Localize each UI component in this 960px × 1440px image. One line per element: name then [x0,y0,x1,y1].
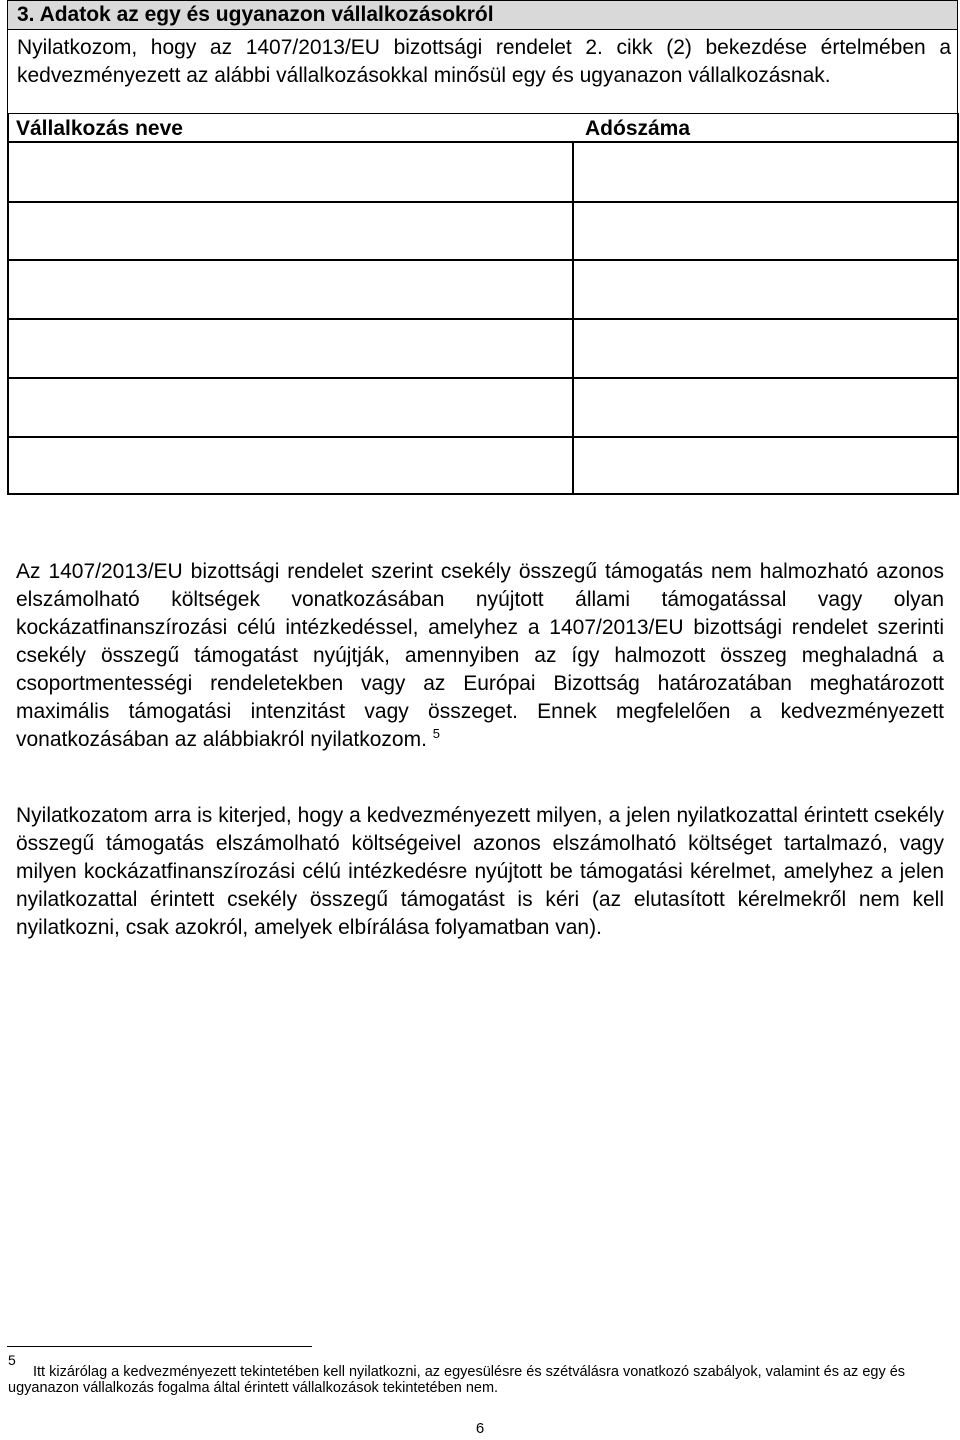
footnote-number: 5 [8,1352,16,1368]
section-title: 3. Adatok az egy és ugyanazon vállalkozásokról [17,3,494,26]
paragraph-scope: Nyilatkozatom arra is kiterjed, hogy a kedvezményezett milyen, a jelen nyilatkozattal érintett csekély összegű támogatás elszámolható költségeivel azonos elszámolható költséget tartalmazó, vagy milyen kockázatfinanszírozási célú intézkedésre nyújtott be támogatási kérelmet, amelyhez a jelen nyilatkozattal érintett csekély összegű támogatást is kéri (az elutasított kérelmekről nem kell nyilatkozni, csak azokról, amelyek elbírálása folyamatban van). [16,804,944,939]
table-row[interactable] [7,436,958,438]
column-header-company-name: Vállalkozás neve [16,117,183,140]
declaration-text: Nyilatkozom, hogy az 1407/2013/EU bizottsági rendelet 2. cikk (2) bekezdése értelmében a kedvezményezett az alábbi vállalkozásokkal minősül egy és ugyanazon vállalkozásnak. [17,36,951,87]
declaration-box [7,30,958,114]
table-row[interactable] [7,259,958,261]
related-companies-table [7,113,959,495]
footnote-separator [7,1346,312,1347]
page-number: 6 [475,1420,485,1437]
table-row[interactable] [7,377,958,379]
table-row[interactable] [7,201,958,203]
table-header-row [7,113,958,143]
footnote-text: Itt kizárólag a kedvezményezett tekintetében kell nyilatkozni, az egyesülésre és szétválásra vonatkozó szabályok, valamint és az egy és ugyanazon vállalkozás fogalma által érintett vállalkozások tekintetében nem. [8,1364,906,1396]
paragraph-cumulation [16,558,944,754]
paragraph-cumulation-text: Az 1407/2013/EU bizottsági rendelet szerint csekély összegű támogatás nem halmozható azonos elszámolható költségek vonatkozásában nyújtott állami támogatással vagy olyan kockázatfinanszírozási célú intézkedéssel, amelyhez a 1407/2013/EU bizottsági rendelet szerinti csekély összegű támogatást nyújtják, amennyiben az így halmozott összeg meghaladná a csoportmentességi rendeletekben vagy az Európai Bizottság határozatában meghatározott maximális támogatási intenzitást vagy összeget. Ennek megfelelően a kedvezményezett vonatkozásában az alábbiakról nyilatkozom. [16,560,944,751]
table-row[interactable] [7,318,958,320]
table-bottom-border [7,493,958,495]
column-header-tax-number: Adószáma [585,117,691,140]
footnote-reference[interactable]: 5 [432,726,440,741]
section-heading [7,0,958,30]
